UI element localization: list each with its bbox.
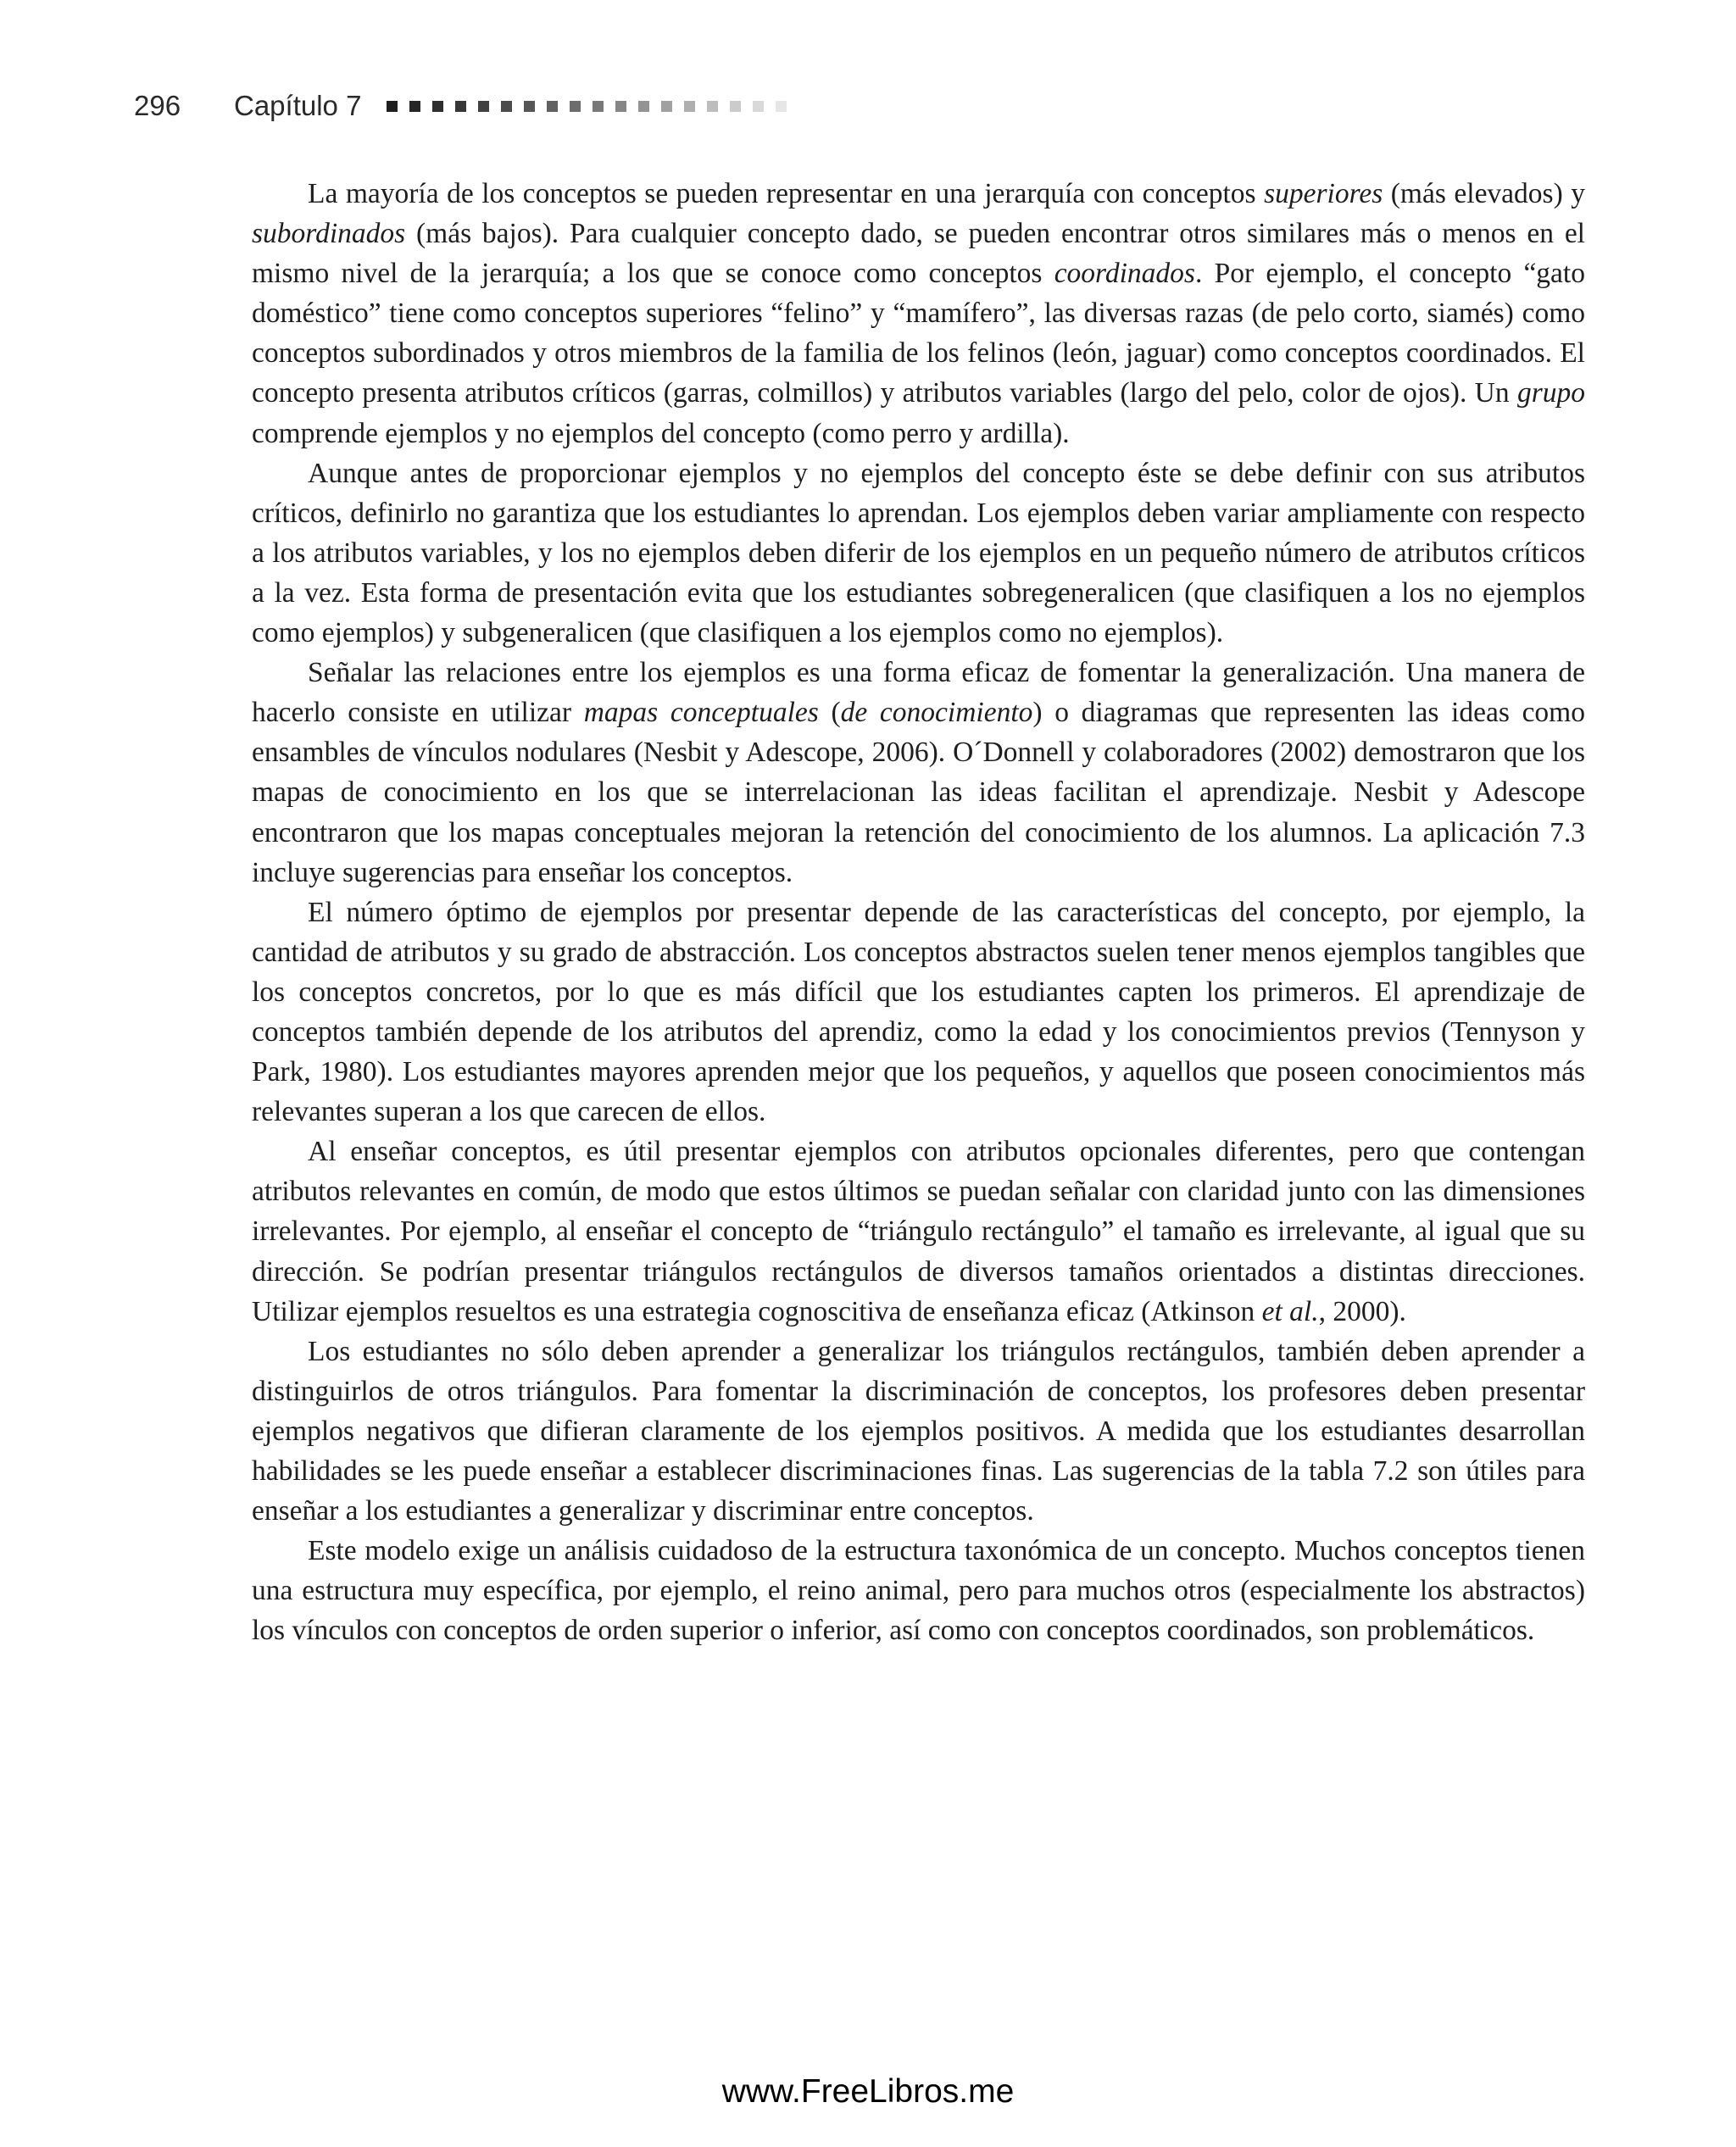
square-dot-icon — [707, 101, 718, 112]
square-dot-icon — [387, 101, 398, 112]
text-run: , 2000). — [1318, 1295, 1406, 1327]
page-number: 296 — [134, 90, 181, 121]
italic-term: grupo — [1516, 377, 1585, 409]
paragraph — [252, 1531, 1585, 1650]
paragraph — [252, 653, 1585, 893]
text-run: Este modelo exige un análisis cuidadoso de la estructura taxonómica de un concepto. Muchos conceptos tienen una estructura muy específica, por ejemplo, el reino animal, pero para muchos otros (especialmente los abstractos) los vínculos con conceptos de orden superior o inferior, así como con conceptos coordinados, son problemáticos. — [252, 1535, 1585, 1647]
square-dot-icon — [661, 101, 672, 112]
paragraph — [252, 1332, 1585, 1531]
text-run: La mayoría de los conceptos se pueden representar en una jerarquía con conceptos — [308, 178, 1265, 209]
paragraph — [252, 174, 1585, 453]
square-dot-icon — [776, 101, 787, 112]
italic-term: mapas conceptuales — [583, 697, 819, 729]
paragraph — [252, 453, 1585, 653]
text-run: (más elevados) y — [1383, 178, 1585, 209]
square-dot-icon — [432, 101, 443, 112]
square-dot-icon — [455, 101, 466, 112]
body-text — [252, 174, 1585, 1650]
chapter-label: Capítulo 7 — [234, 90, 362, 121]
decorative-dot-strip — [387, 101, 787, 112]
italic-term: coordinados — [1054, 258, 1195, 290]
text-run: Aunque antes de proporcionar ejemplos y no ejemplos del concepto éste se debe definir con sus atributos críticos, definirlo no garantiza que los estudiantes lo aprendan. Los ejemplos deben variar ampliamente con respecto a los atributos variables, y los no ejemplos deben diferir de los ejemplos en un pequeño número de atributos críticos a la vez. Esta forma de presentación evita que los estudiantes sobregeneralicen (que clasifiquen a los no ejemplos como ejemplos) y subgeneralicen (que clasifiquen a los ejemplos como no ejemplos). — [252, 457, 1585, 649]
text-run: El número óptimo de ejemplos por presentar depende de las características del concepto, por ejemplo, la cantidad de atributos y su grado de abstracción. Los conceptos abstractos suelen tener menos ejemplos tangibles que los conceptos concretos, por lo que es más difícil que los estudiantes capten los primeros. El aprendizaje de conceptos también depende de los atributos del aprendiz, como la edad y los conocimientos previos (Tennyson y Park, 1980). Los estudiantes mayores aprenden mejor que los pequeños, y aquellos que poseen conocimientos más relevantes superan a los que carecen de ellos. — [252, 896, 1585, 1128]
square-dot-icon — [570, 101, 581, 112]
square-dot-icon — [409, 101, 420, 112]
square-dot-icon — [730, 101, 741, 112]
footer-url: www.FreeLibros.me — [721, 2073, 1015, 2110]
square-dot-icon — [478, 101, 489, 112]
square-dot-icon — [593, 101, 604, 112]
italic-term: de conocimiento — [840, 697, 1033, 729]
running-head — [134, 85, 787, 127]
text-run: Señalar las relaciones entre los ejemplos es una forma eficaz de fomentar la generalización. Una manera de hacerlo consiste en utilizar — [252, 657, 1585, 729]
square-dot-icon — [615, 101, 626, 112]
square-dot-icon — [684, 101, 695, 112]
text-run: Al enseñar conceptos, es útil presentar ejemplos con atributos opcionales diferentes, pero que contengan atributos relevantes en común, de modo que estos últimos se puedan señalar con claridad junto con las dimensiones irrelevantes. Por ejemplo, al enseñar el concepto de “triángulo rectángulo” el tamaño es irrelevante, al igual que su dirección. Se podrían presentar triángulos rectángulos de diversos tamaños orientados a distintas direcciones. Utilizar ejemplos resueltos es una estrategia cognoscitiva de enseñanza eficaz (Atkinson — [252, 1136, 1585, 1327]
italic-term: et al. — [1261, 1295, 1319, 1327]
square-dot-icon — [547, 101, 558, 112]
text-run: (más bajos). Para cualquier concepto dado, se pueden encontrar otros similares más o menos en el mismo nivel de la jerarquía; a los que se conoce como conceptos — [252, 218, 1585, 290]
text-run: comprende ejemplos y no ejemplos del concepto (como perro y ardilla). — [252, 417, 1070, 449]
square-dot-icon — [501, 101, 512, 112]
text-run: . Por ejemplo, el concepto “gato doméstico” tiene como conceptos superiores “felino” y “mamífero”, las diversas razas (de pelo corto, siamés) como conceptos subordinados y otros miembros de la familia de los felinos (león, jaguar) como conceptos coordinados. El concepto presenta atributos críticos (garras, colmillos) y atributos variables (largo del pelo, color de ojos). Un — [252, 258, 1585, 409]
square-dot-icon — [638, 101, 649, 112]
text-run: ( — [818, 697, 841, 729]
text-run: ) o diagramas que representen las ideas como ensambles de vínculos nodulares (Nesbit y Adescope, 2006). O´Donnell y colaboradores (2002) demostraron que los mapas de conocimiento en los que se interrelacionan las ideas facilitan el aprendizaje. Nesbit y Adescope encontraron que los mapas conceptuales mejoran la retención del conocimiento de los alumnos. La aplicación 7.3 incluye sugerencias para enseñar los conceptos. — [252, 697, 1585, 888]
paragraph — [252, 1132, 1585, 1331]
italic-term: superiores — [1264, 178, 1383, 209]
text-run: Los estudiantes no sólo deben aprender a generalizar los triángulos rectángulos, también deben aprender a distinguirlos de otros triángulos. Para fomentar la discriminación de conceptos, los profesores deben presentar ejemplos negativos que difieran claramente de los ejemplos positivos. A medida que los estudiantes desarrollan habilidades se les puede enseñar a establecer discriminaciones finas. Las sugerencias de la tabla 7.2 son útiles para enseñar a los estudiantes a generalizar y discriminar entre conceptos. — [252, 1335, 1585, 1527]
italic-term: subordinados — [252, 218, 406, 250]
paragraph — [252, 893, 1585, 1132]
square-dot-icon — [753, 101, 764, 112]
square-dot-icon — [524, 101, 535, 112]
